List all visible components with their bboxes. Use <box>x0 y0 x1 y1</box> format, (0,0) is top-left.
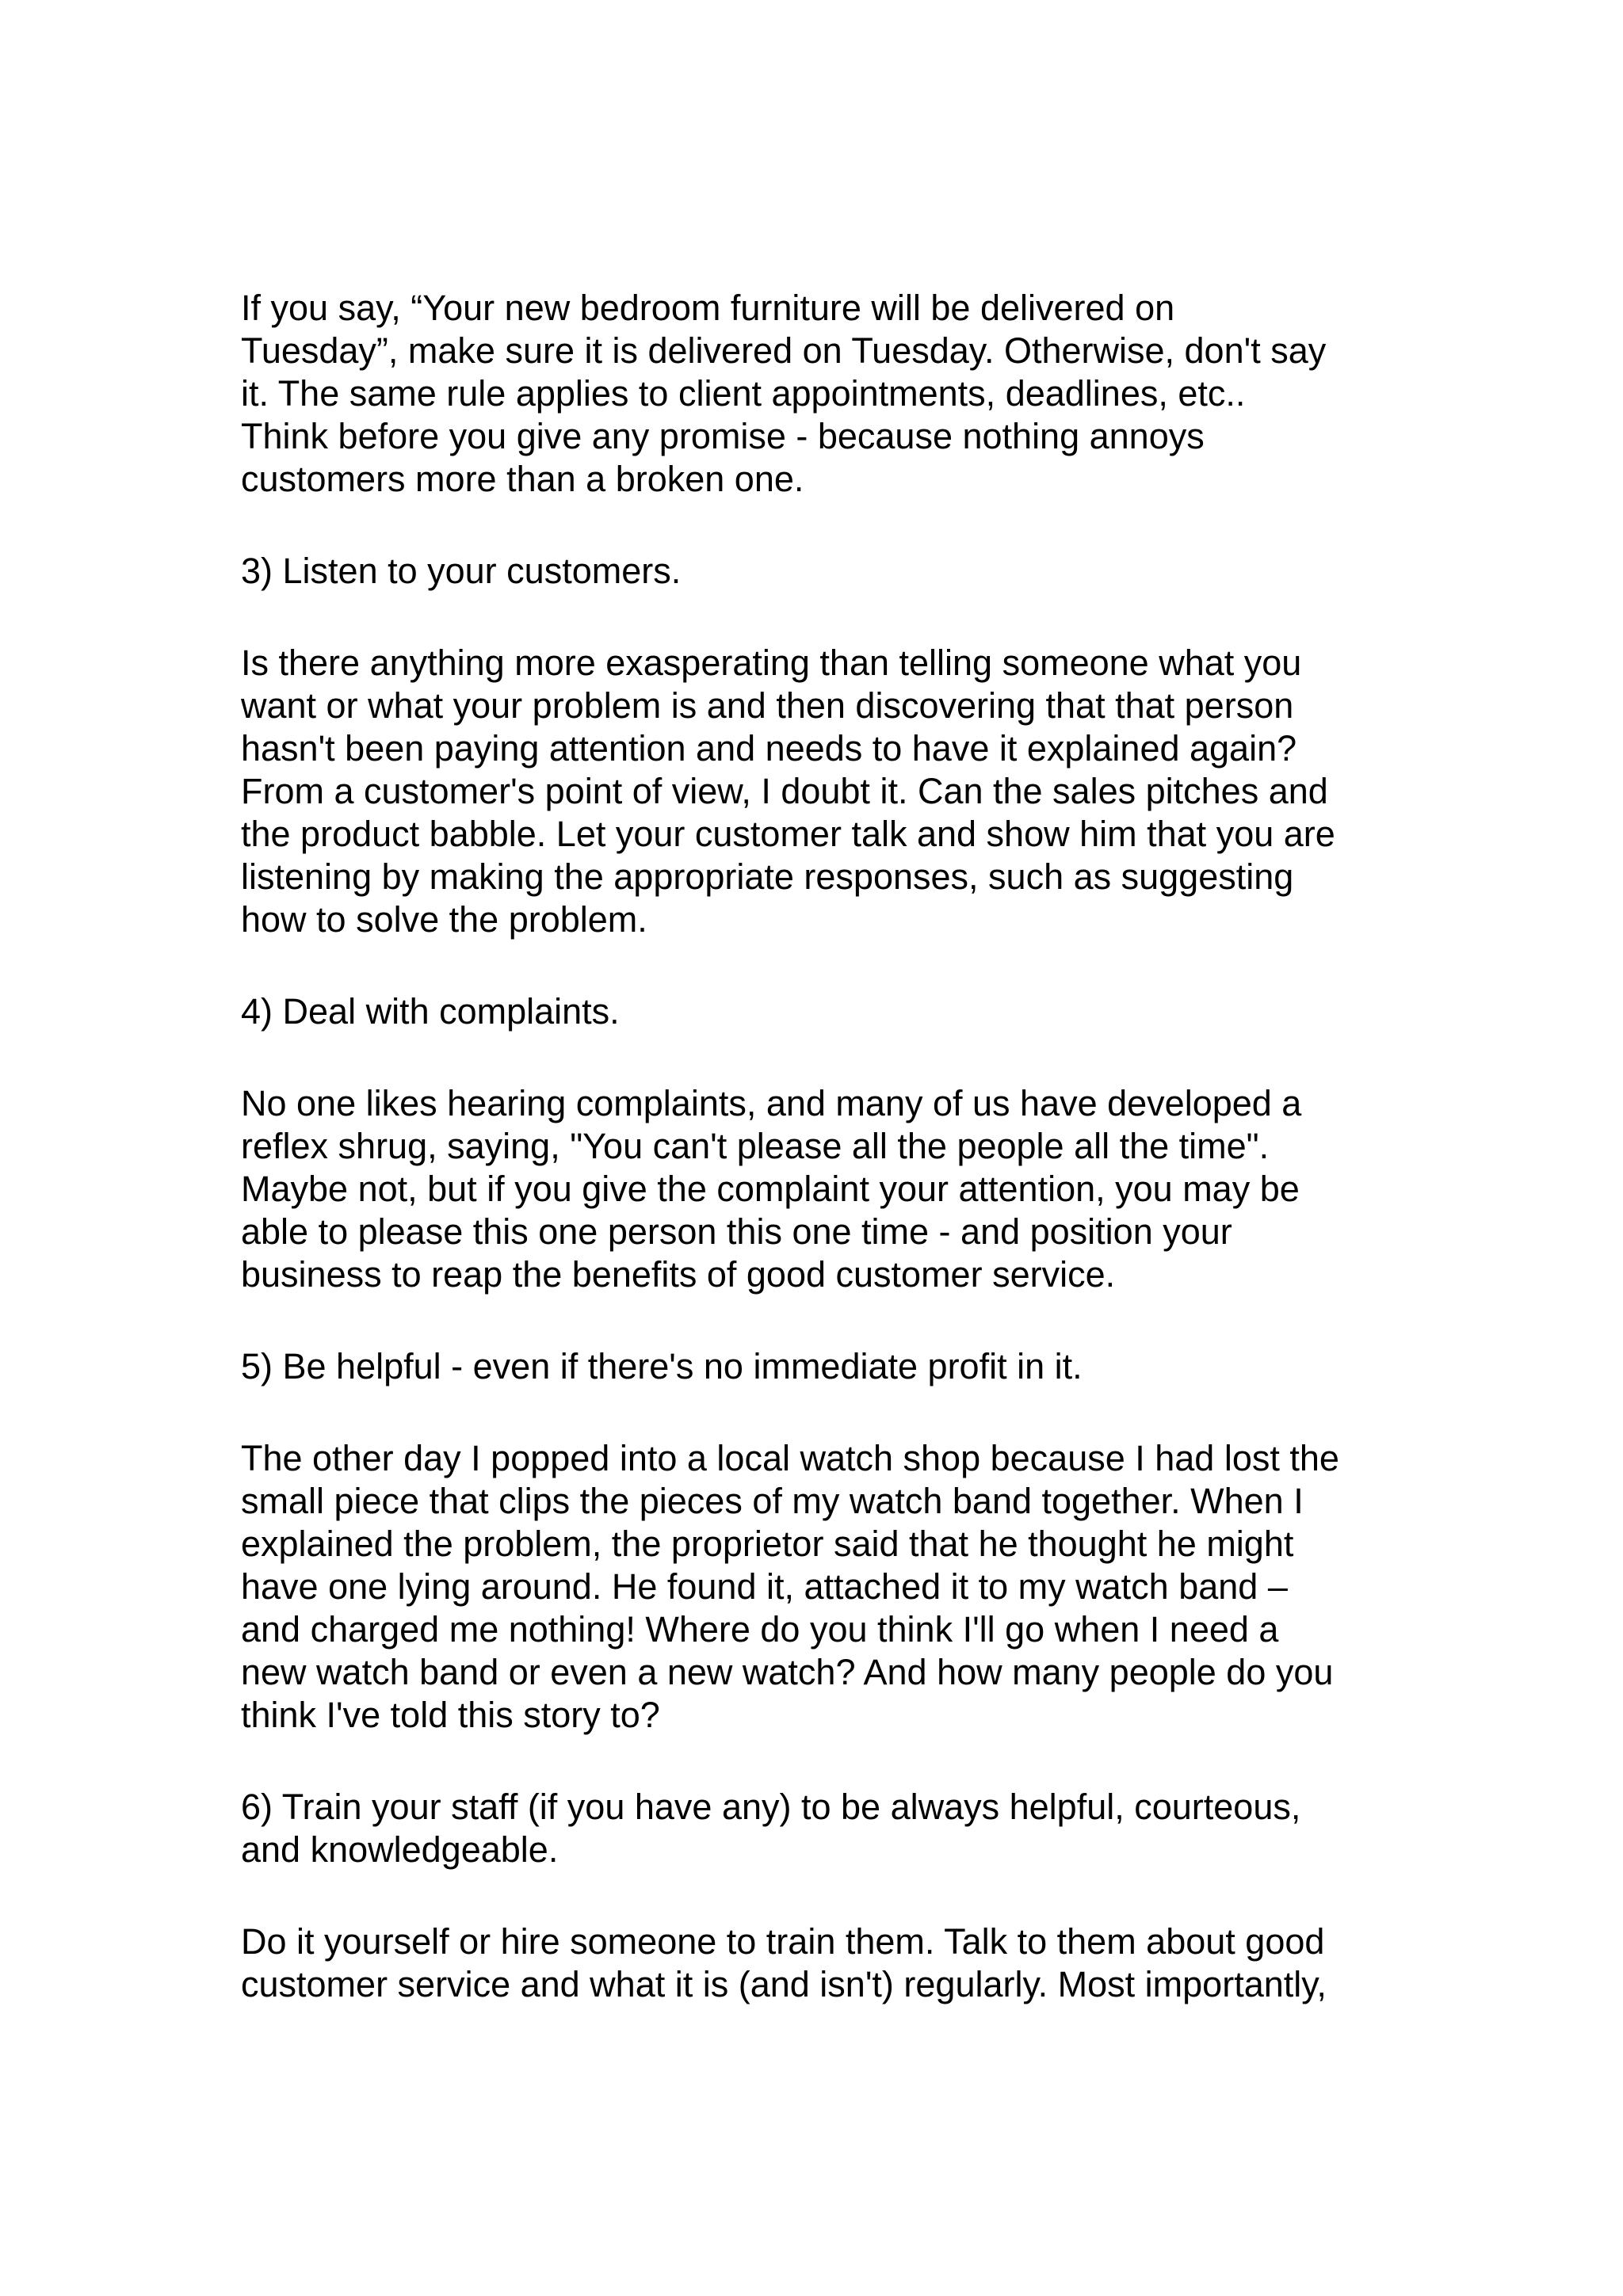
section-heading <box>241 1786 1414 1871</box>
text-line: small piece that clips the pieces of my watch band together. When I <box>241 1481 1304 1521</box>
text-line: If you say, “Your new bedroom furniture will be delivered on <box>241 288 1175 328</box>
text-line: listening by making the appropriate responses, such as suggesting <box>241 856 1294 897</box>
text-line: hasn't been paying attention and needs to have it explained again? <box>241 728 1297 769</box>
paragraph-spacer <box>241 1737 1414 1786</box>
text-line: want or what your problem is and then discovering that that person <box>241 685 1294 726</box>
text-line: Think before you give any promise - because nothing annoys <box>241 416 1205 456</box>
text-line: think I've told this story to? <box>241 1695 660 1735</box>
text-line: 6) Train your staff (if you have any) to be always helpful, courteous, <box>241 1787 1301 1827</box>
section-heading <box>241 990 1414 1033</box>
text-line: 5) Be helpful - even if there's no immediate profit in it. <box>241 1346 1083 1386</box>
text-line: The other day I popped into a local watch shop because I had lost the <box>241 1438 1339 1478</box>
paragraph <box>241 1437 1414 1737</box>
text-line: 3) Listen to your customers. <box>241 551 682 591</box>
paragraph <box>241 287 1414 501</box>
text-line: customers more than a broken one. <box>241 459 804 499</box>
text-line: how to solve the problem. <box>241 899 647 940</box>
text-line: Maybe not, but if you give the complaint your attention, you may be <box>241 1169 1300 1209</box>
paragraph <box>241 1920 1414 2006</box>
text-line: reflex shrug, saying, "You can't please all the people all the time". <box>241 1126 1270 1166</box>
paragraph-spacer <box>241 593 1414 642</box>
text-line: Is there anything more exasperating than telling someone what you <box>241 643 1302 683</box>
paragraph-spacer <box>241 1871 1414 1920</box>
text-line: able to please this one person this one time - and position your <box>241 1211 1232 1252</box>
section-heading <box>241 550 1414 593</box>
paragraph-spacer <box>241 1033 1414 1082</box>
text-line: it. The same rule applies to client appointments, deadlines, etc.. <box>241 373 1246 414</box>
text-line: and knowledgeable. <box>241 1829 559 1870</box>
section-heading <box>241 1345 1414 1388</box>
text-line: From a customer's point of view, I doubt it. Can the sales pitches and <box>241 771 1328 811</box>
text-line: explained the problem, the proprietor said that he thought he might <box>241 1524 1294 1564</box>
paragraph <box>241 642 1414 941</box>
text-line: customer service and what it is (and isn't) regularly. Most importantly, <box>241 1964 1327 2004</box>
text-line: the product babble. Let your customer talk and show him that you are <box>241 814 1335 854</box>
paragraph-spacer <box>241 941 1414 990</box>
paragraph-spacer <box>241 1388 1414 1437</box>
text-line: and charged me nothing! Where do you think I'll go when I need a <box>241 1609 1279 1650</box>
text-line: business to reap the benefits of good customer service. <box>241 1254 1116 1295</box>
text-line: Do it yourself or hire someone to train them. Talk to them about good <box>241 1921 1325 1962</box>
paragraph-spacer <box>241 501 1414 550</box>
text-line: new watch band or even a new watch? And how many people do you <box>241 1652 1334 1692</box>
document-body <box>241 287 1414 2006</box>
text-line: No one likes hearing complaints, and many of us have developed a <box>241 1083 1302 1123</box>
text-line: have one lying around. He found it, attached it to my watch band – <box>241 1566 1288 1607</box>
text-line: Tuesday”, make sure it is delivered on Tuesday. Otherwise, don't say <box>241 330 1327 371</box>
paragraph <box>241 1082 1414 1296</box>
paragraph-spacer <box>241 1296 1414 1345</box>
text-line: 4) Deal with complaints. <box>241 991 620 1032</box>
